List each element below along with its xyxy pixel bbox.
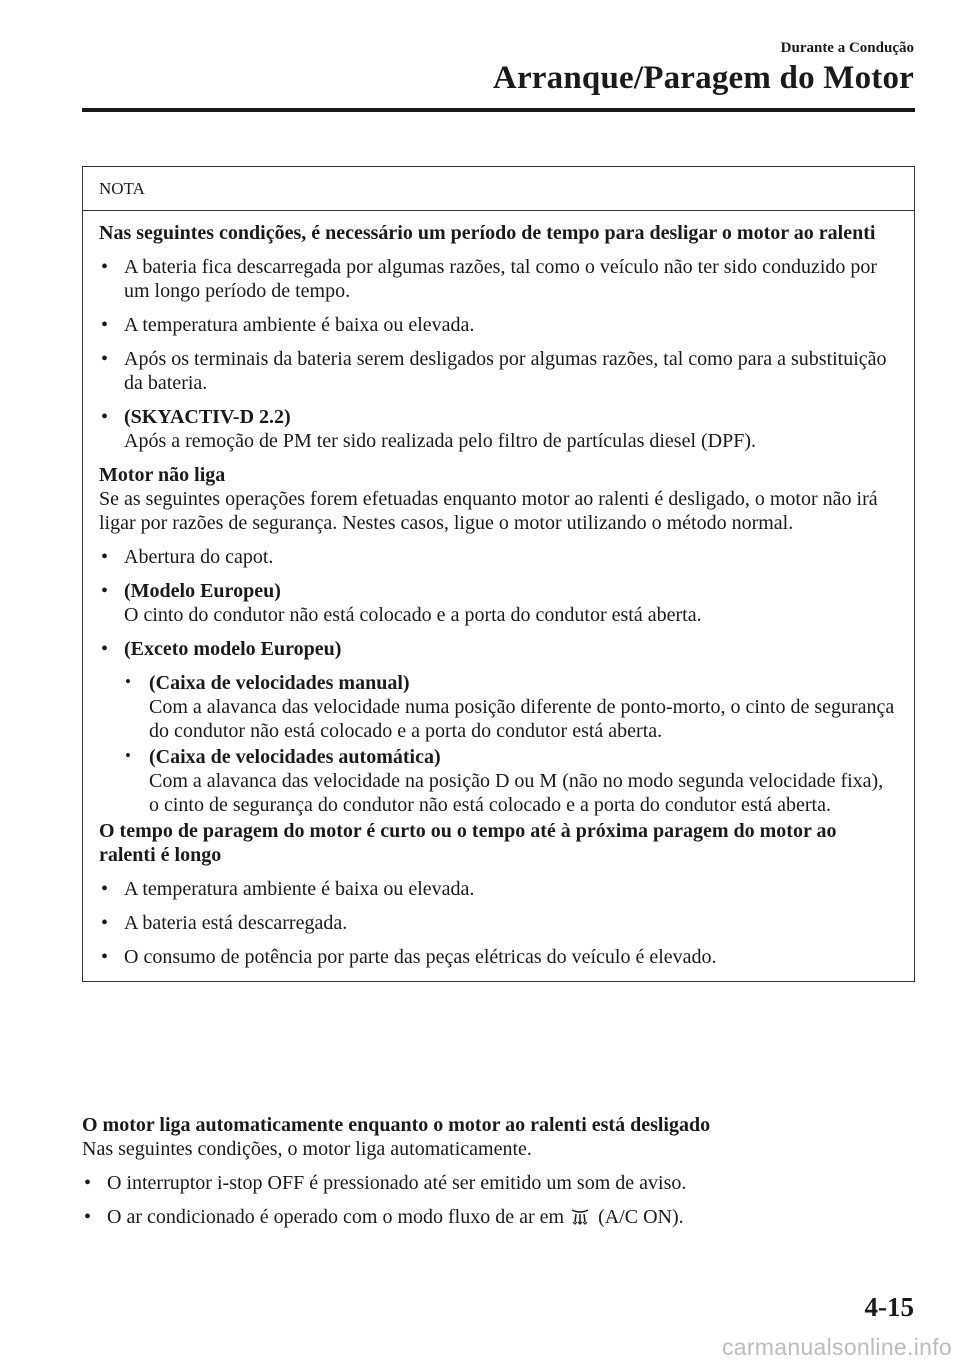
header-rule — [82, 108, 915, 112]
note-label: NOTA — [83, 167, 914, 211]
list-item: • A bateria está descarregada. — [99, 911, 896, 935]
note-body — [83, 211, 914, 981]
sub-list-item — [99, 745, 896, 817]
stop-time-heading: O tempo de paragem do motor é curto ou o tempo até à próxima paragem do motor ao ralenti é longo — [99, 820, 837, 866]
page-title: Arranque/Paragem do Motor — [492, 60, 914, 96]
list-item: • A bateria fica descarregada por algumas razões, tal como o veículo não ter sido conduzido por um longo período de tempo. — [99, 255, 896, 303]
airflow-mode-icon — [570, 1208, 590, 1226]
note-box — [82, 166, 915, 982]
list-item: • A temperatura ambiente é baixa ou elevada. — [99, 313, 896, 337]
manual-text: Com a alavanca das velocidade numa posição diferente de ponto-morto, o cinto de segurança do condutor não está colocado e a porta do condutor está aberta. — [149, 696, 895, 742]
no-start-heading: Motor não liga — [99, 464, 226, 486]
section-title: Durante a Condução — [780, 40, 914, 56]
auto-label: (Caixa de velocidades automática) — [149, 746, 441, 768]
noneuro-label: (Exceto modelo Europeu) — [124, 638, 342, 660]
ac-text-after: (A/C ON). — [598, 1206, 684, 1228]
auto-start-section — [82, 1113, 915, 1239]
euro-text: O cinto do condutor não está colocado e a porta do condutor está aberta. — [124, 604, 702, 626]
list-item: • O consumo de potência por parte das peças elétricas do veículo é elevado. — [99, 945, 896, 969]
no-start-text: Se as seguintes operações forem efetuadas enquanto motor ao ralenti é desligado, o motor não irá ligar por razões de segurança. Nestes casos, ligue o motor utilizando o método normal. — [99, 488, 878, 534]
list-item: • A temperatura ambiente é baixa ou elevada. — [99, 877, 896, 901]
sub-list-item — [99, 671, 896, 743]
list-item — [82, 1205, 915, 1229]
list-item: • Abertura do capot. — [99, 545, 896, 569]
list-item: • O interruptor i-stop OFF é pressionado até ser emitido um som de aviso. — [82, 1171, 915, 1195]
list-item: • Após os terminais da bateria serem desligados por algumas razões, tal como para a substituição da bateria. — [99, 347, 896, 395]
note-intro-heading: Nas seguintes condições, é necessário um período de tempo para desligar o motor ao ralenti — [99, 222, 876, 244]
list-item — [99, 637, 896, 661]
auto-start-heading: O motor liga automaticamente enquanto o motor ao ralenti está desligado — [82, 1114, 711, 1136]
list-item — [99, 579, 896, 627]
manual-label: (Caixa de velocidades manual) — [149, 672, 410, 694]
page-number: 4-15 — [864, 1292, 914, 1322]
euro-label: (Modelo Europeu) — [124, 580, 281, 602]
list-item — [99, 405, 896, 453]
dpf-label: (SKYACTIV-D 2.2) — [124, 406, 291, 428]
ac-text-before: O ar condicionado é operado com o modo fluxo de ar em — [107, 1206, 565, 1228]
footer-watermark: carmanualsonline.info — [721, 1334, 952, 1360]
dpf-text: Após a remoção de PM ter sido realizada pelo filtro de partículas diesel (DPF). — [124, 430, 757, 452]
auto-start-text: Nas seguintes condições, o motor liga automaticamente. — [82, 1138, 532, 1160]
auto-text: Com a alavanca das velocidade na posição D ou M (não no modo segunda velocidade fixa), o cinto de segurança do condutor não está colocado e a porta do condutor está aberta. — [149, 770, 884, 816]
